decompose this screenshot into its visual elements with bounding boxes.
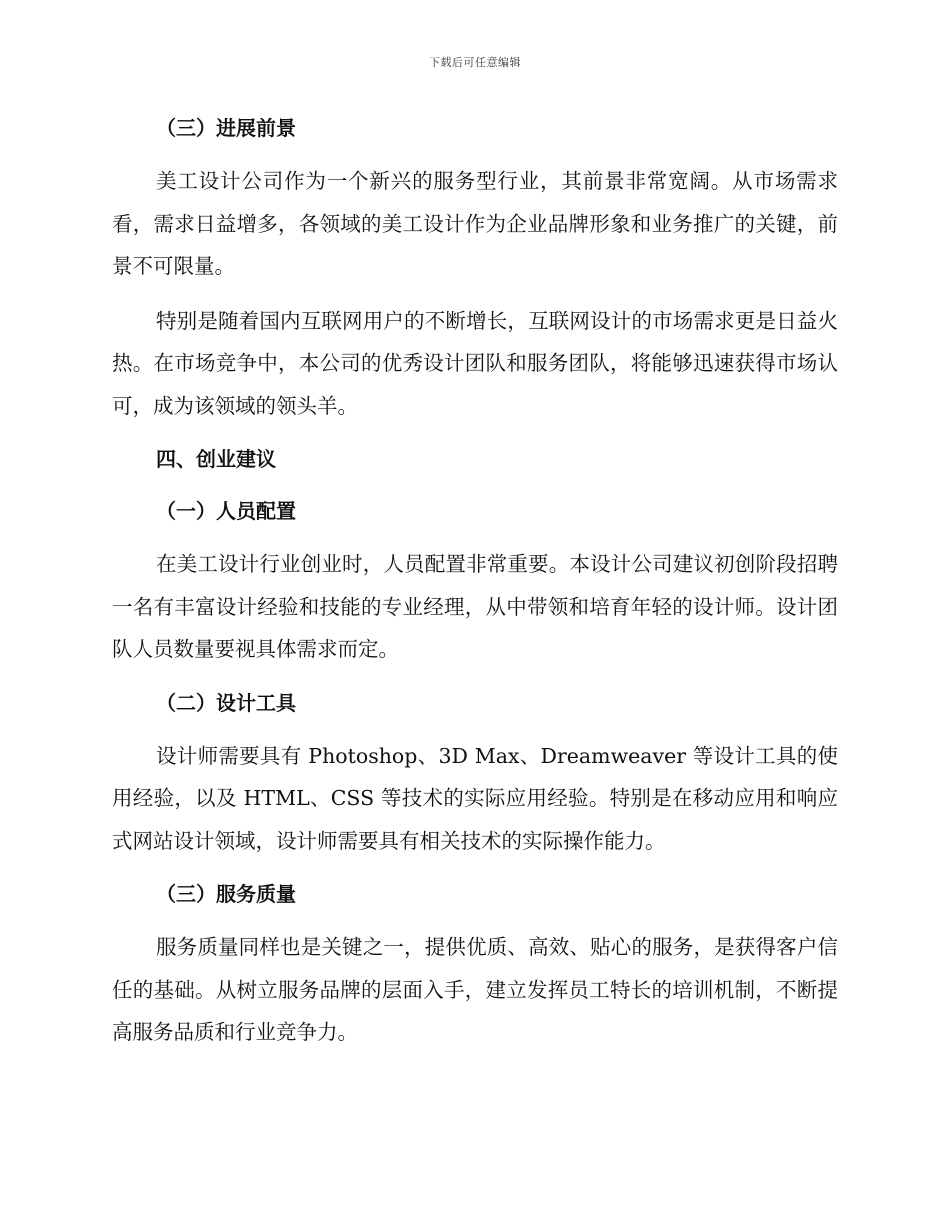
paragraph-prospects-1: 美工设计公司作为一个新兴的服务型行业，其前景非常宽阔。从市场需求看，需求日益增多，各领域的美工设计作为企业品牌形象和业务推广的关键，前景不可限量。: [112, 169, 838, 278]
paragraph-service-quality: 服务质量同样也是关键之一，提供优质、高效、贴心的服务，是获得客户信任的基础。从树立服务品牌的层面入手，建立发挥员工特长的培训机制，不断提高服务品质和行业竞争力。: [112, 935, 838, 1044]
paragraph-tools: 设计师需要具有 Photoshop、3D Max、Dreamweaver 等设计工具的使用经验，以及 HTML、CSS 等技术的实际应用经验。特别是在移动应用和响应式网站设计领域，设计师需要具有相关技术的实际操作能力。: [112, 743, 838, 853]
page-header: 下载后可任意编辑: [429, 56, 521, 69]
section-heading-prospects: （三）进展前景: [156, 116, 296, 140]
document-body: [112, 108, 838, 1054]
section-heading-service-quality: （三）服务质量: [156, 882, 296, 906]
section-heading-tools: （二）设计工具: [156, 690, 296, 715]
paragraph-staffing: 在美工设计行业创业时，人员配置非常重要。本设计公司建议初创阶段招聘一名有丰富设计经验和技能的专业经理，从中带领和培育年轻的设计师。设计团队人员数量要视具体需求而定。: [112, 552, 838, 661]
paragraph-prospects-2: 特别是随着国内互联网用户的不断增长，互联网设计的市场需求更是日益火热。在市场竞争中，本公司的优秀设计团队和服务团队，将能够迅速获得市场认可，成为该领域的领头羊。: [112, 308, 838, 418]
section-heading-suggestions: 四、创业建议: [156, 447, 276, 471]
section-heading-staffing: （一）人员配置: [156, 499, 296, 523]
